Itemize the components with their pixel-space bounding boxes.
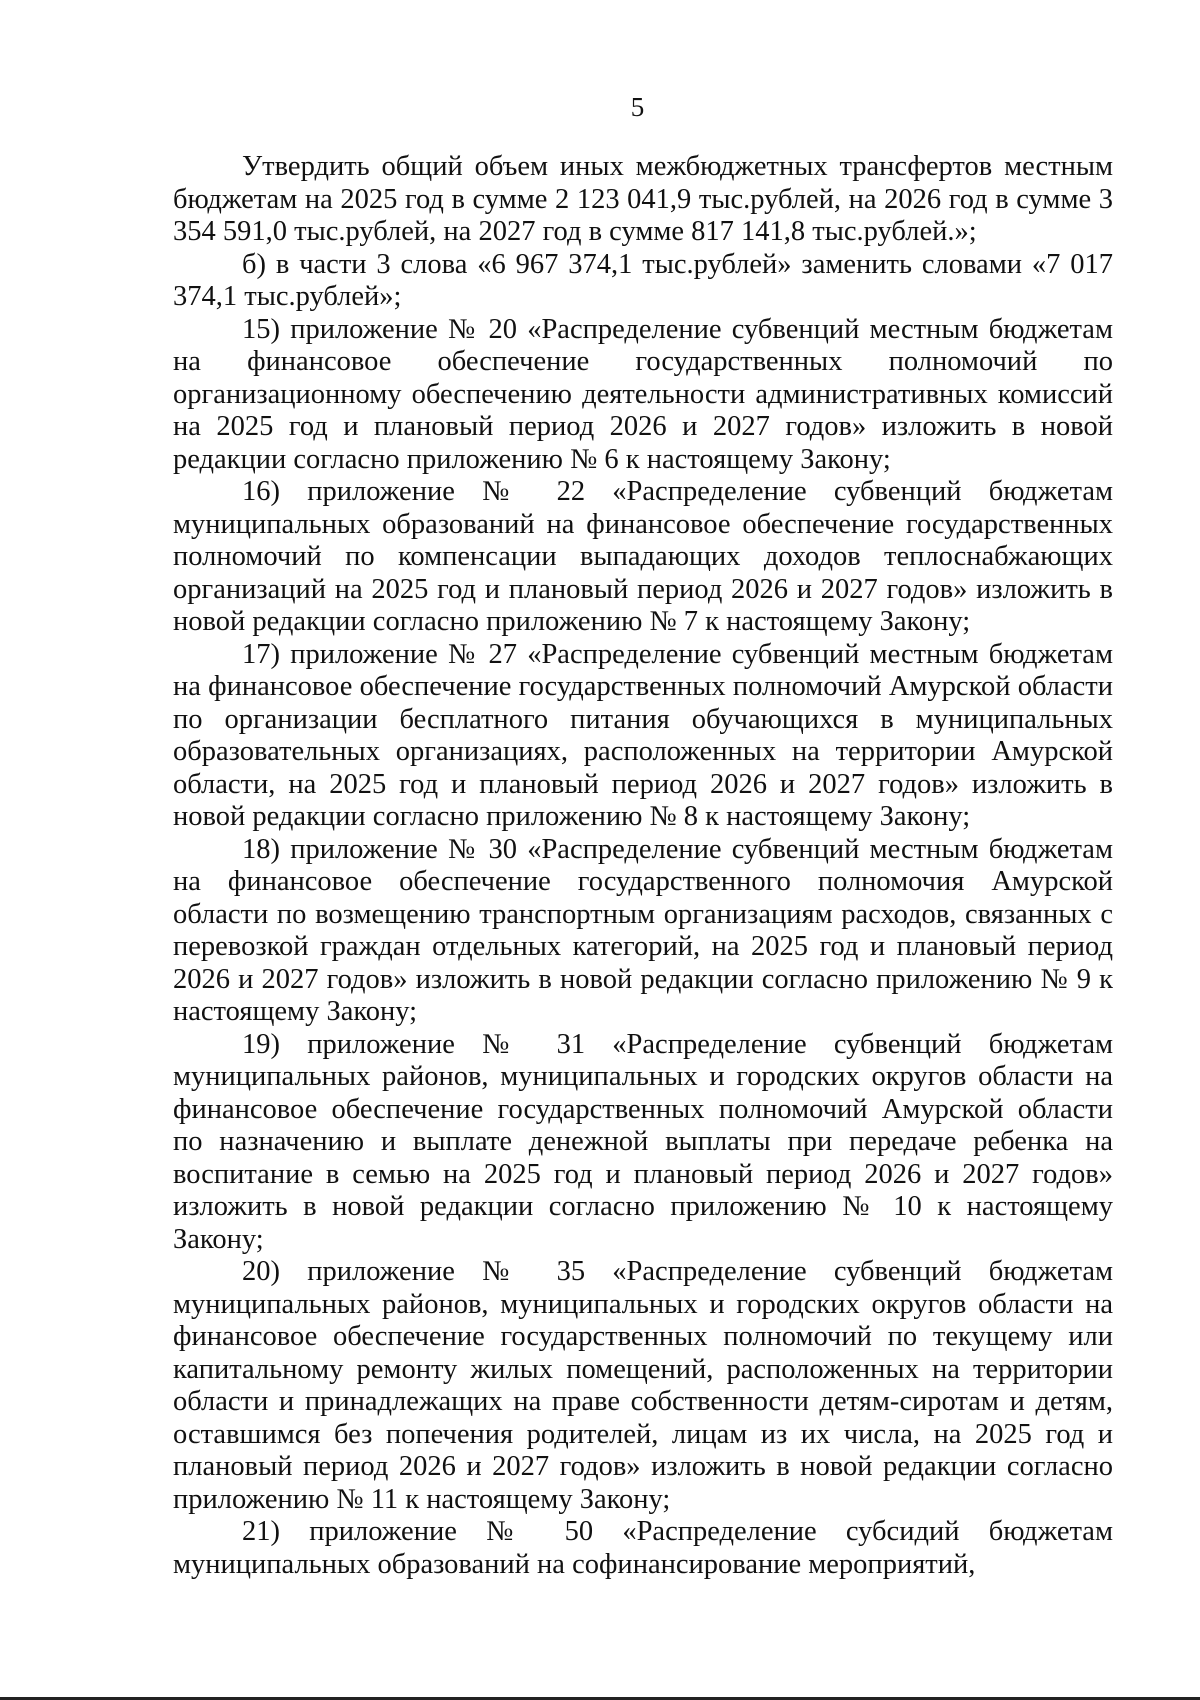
paragraph-item-17: 17) приложение № 27 «Распределение субвенций местным бюджетам на финансовое обеспечение государственных полномочий Амурской области по организации бесплатного питания обучающихся в муниципальных образовательных организациях, расположенных на территории Амурской области, на 2025 год и плановый период 2026 и 2027 годов» изложить в новой редакции согласно приложению № 8 к настоящему Закону;: [173, 638, 1113, 832]
paragraph-part-3-amendment: б) в части 3 слова «6 967 374,1 тыс.рублей» заменить словами «7 017 374,1 тыс.рублей»;: [173, 248, 1113, 312]
paragraph-item-19: 19) приложение № 31 «Распределение субвенций бюджетам муниципальных районов, муниципальных и городских округов области на финансовое обеспечение государственных полномочий Амурской области по назначению и выплате денежной выплаты при передаче ребенка на воспитание в семью на 2025 год и плановый период 2026 и 2027 годов» изложить в новой редакции согласно приложению № 10 к настоящему Закону;: [173, 1028, 1113, 1255]
paragraph-item-16: 16) приложение № 22 «Распределение субвенций бюджетам муниципальных образований на финансовое обеспечение государственных полномочий по компенсации выпадающих доходов теплоснабжающих организаций на 2025 год и плановый период 2026 и 2027 годов» изложить в новой редакции согласно приложению № 7 к настоящему Закону;: [173, 476, 1113, 637]
paragraph-item-20: 20) приложение № 35 «Распределение субвенций бюджетам муниципальных районов, муниципальных и городских округов области на финансовое обеспечение государственных полномочий по текущему или капитальному ремонту жилых помещений, расположенных на территории области и принадлежащих на праве собственности детям-сиротам и детям, оставшимся без попечения родителей, лицам из их числа, на 2025 год и плановый период 2026 и 2027 годов» изложить в новой редакции согласно приложению № 11 к настоящему Закону;: [173, 1256, 1113, 1515]
paragraph-item-15: 15) приложение № 20 «Распределение субвенций местным бюджетам на финансовое обеспечение государственных полномочий по организационному обеспечению деятельности административных комиссий на 2025 год и плановый период 2026 и 2027 годов» изложить в новой редакции согласно приложению № 6 к настоящему Закону;: [173, 313, 1113, 475]
paragraph-transfers-total: Утвердить общий объем иных межбюджетных трансфертов местным бюджетам на 2025 год в сумме 2 123 041,9 тыс.рублей, на 2026 год в сумме 3 354 591,0 тыс.рублей, на 2027 год в сумме 817 141,8 тыс.рублей.»;: [173, 151, 1113, 247]
document-body: [173, 151, 1113, 1581]
paragraph-item-18: 18) приложение № 30 «Распределение субвенций местным бюджетам на финансовое обеспечение государственного полномочия Амурской области по возмещению транспортным организациям расходов, связанных с перевозкой граждан отдельных категорий, на 2025 год и плановый период 2026 и 2027 годов» изложить в новой редакции согласно приложению № 9 к настоящему Закону;: [173, 833, 1113, 1027]
paragraph-item-21: 21) приложение № 50 «Распределение субсидий бюджетам муниципальных образований на софинансирование мероприятий,: [173, 1516, 1113, 1580]
page-number: 5: [630, 92, 645, 122]
